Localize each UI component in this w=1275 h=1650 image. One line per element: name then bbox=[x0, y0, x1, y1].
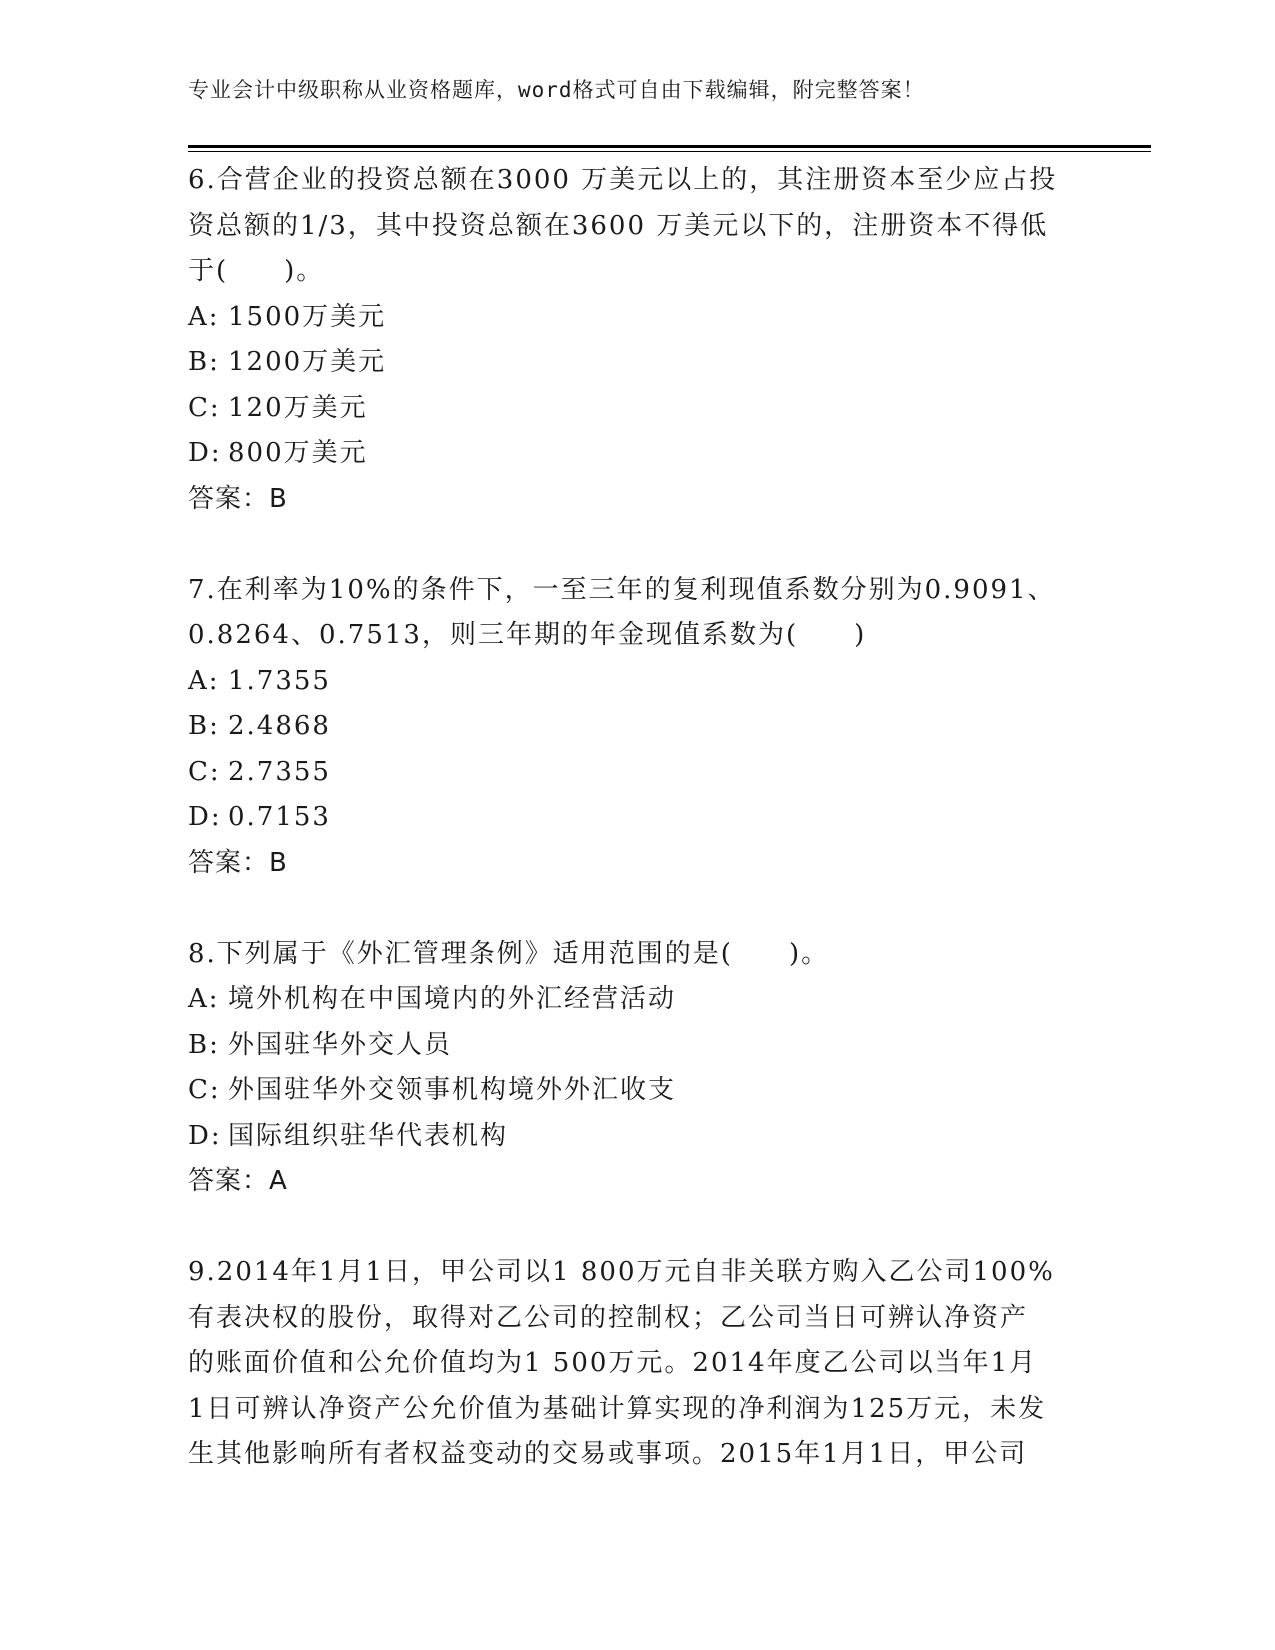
answer-line: 答案：B bbox=[188, 847, 288, 878]
option-c bbox=[188, 386, 1088, 432]
question-stem-line: 的账面价值和公允价值均为1 500万元。2014年度乙公司以当年1月 bbox=[188, 1348, 1038, 1378]
question-stem-line: 1日可辨认净资产公允价值为基础计算实现的净利润为125万元，未发 bbox=[188, 1393, 1047, 1424]
question-stem-line: 7.在利率为10%的条件下，一至三年的复利现值系数分别为0.9091、 bbox=[188, 574, 1056, 605]
question-stem-line: 9.2014年1月1日，甲公司以1 800万元自非关联方购入乙公司100% bbox=[188, 1257, 1055, 1287]
question-stem-line: 8.下列属于《外汇管理条例》适用范围的是( )。 bbox=[188, 938, 830, 969]
question-7 bbox=[188, 568, 1088, 887]
option-b bbox=[188, 1023, 1088, 1069]
spacer bbox=[188, 522, 1088, 568]
option-a bbox=[188, 659, 1088, 705]
option-letter: D: bbox=[188, 1120, 222, 1151]
answer-line: 答案：A bbox=[188, 1166, 288, 1196]
option-c bbox=[188, 750, 1088, 796]
option-text: 外国驻华外交人员 bbox=[228, 1029, 453, 1060]
option-text: 800万美元 bbox=[228, 438, 368, 468]
option-letter: D: bbox=[188, 802, 222, 832]
question-6 bbox=[188, 158, 1088, 522]
option-text: 0.7153 bbox=[228, 802, 331, 832]
option-d bbox=[188, 431, 1088, 477]
option-letter: A: bbox=[188, 665, 220, 696]
question-9 bbox=[188, 1250, 1088, 1478]
answer-line: 答案：B bbox=[188, 483, 288, 514]
option-text: 国际组织驻华代表机构 bbox=[228, 1120, 509, 1151]
question-stem-line: 生其他影响所有者权益变动的交易或事项。2015年1月1日，甲公司 bbox=[188, 1439, 1028, 1469]
option-b bbox=[188, 340, 1088, 386]
option-a bbox=[188, 295, 1088, 341]
spacer bbox=[188, 1205, 1088, 1251]
header-divider-thin bbox=[188, 151, 1151, 152]
option-letter: C: bbox=[188, 1075, 221, 1105]
question-stem-line: 于( )。 bbox=[188, 256, 325, 286]
option-letter: A: bbox=[188, 984, 220, 1014]
option-letter: C: bbox=[188, 756, 221, 787]
option-letter: A: bbox=[188, 301, 220, 332]
option-b bbox=[188, 704, 1088, 750]
question-8 bbox=[188, 932, 1088, 1205]
spacer bbox=[188, 886, 1088, 932]
question-list bbox=[188, 158, 1088, 1478]
header-divider-thick bbox=[188, 145, 1151, 148]
option-letter: D: bbox=[188, 438, 222, 468]
option-d bbox=[188, 1114, 1088, 1160]
option-text: 1500万美元 bbox=[228, 301, 387, 332]
option-d bbox=[188, 795, 1088, 841]
option-text: 外国驻华外交领事机构境外外汇收支 bbox=[228, 1075, 677, 1105]
question-stem-line: 0.8264、0.7513，则三年期的年金现值系数为( ) bbox=[188, 620, 867, 650]
option-letter: B: bbox=[188, 1029, 220, 1060]
option-letter: B: bbox=[188, 711, 220, 741]
option-text: 2.4868 bbox=[228, 711, 331, 741]
question-stem-line: 资总额的1/3，其中投资总额在3600 万美元以下的，注册资本不得低 bbox=[188, 210, 1049, 241]
option-letter: C: bbox=[188, 392, 221, 423]
option-text: 2.7355 bbox=[228, 756, 331, 787]
option-text: 120万美元 bbox=[228, 392, 368, 423]
option-text: 1200万美元 bbox=[228, 347, 387, 377]
option-c bbox=[188, 1068, 1088, 1114]
option-text: 1.7355 bbox=[228, 665, 331, 696]
question-stem-line: 6.合营企业的投资总额在3000 万美元以上的，其注册资本至少应占投 bbox=[188, 165, 1058, 195]
option-letter: B: bbox=[188, 347, 220, 377]
option-text: 境外机构在中国境内的外汇经营活动 bbox=[228, 984, 677, 1014]
page-header: 专业会计中级职称从业资格题库，word格式可自由下载编辑，附完整答案！ bbox=[188, 78, 925, 102]
option-a bbox=[188, 977, 1088, 1023]
question-stem-line: 有表决权的股份，取得对乙公司的控制权；乙公司当日可辨认净资产 bbox=[188, 1302, 1029, 1333]
